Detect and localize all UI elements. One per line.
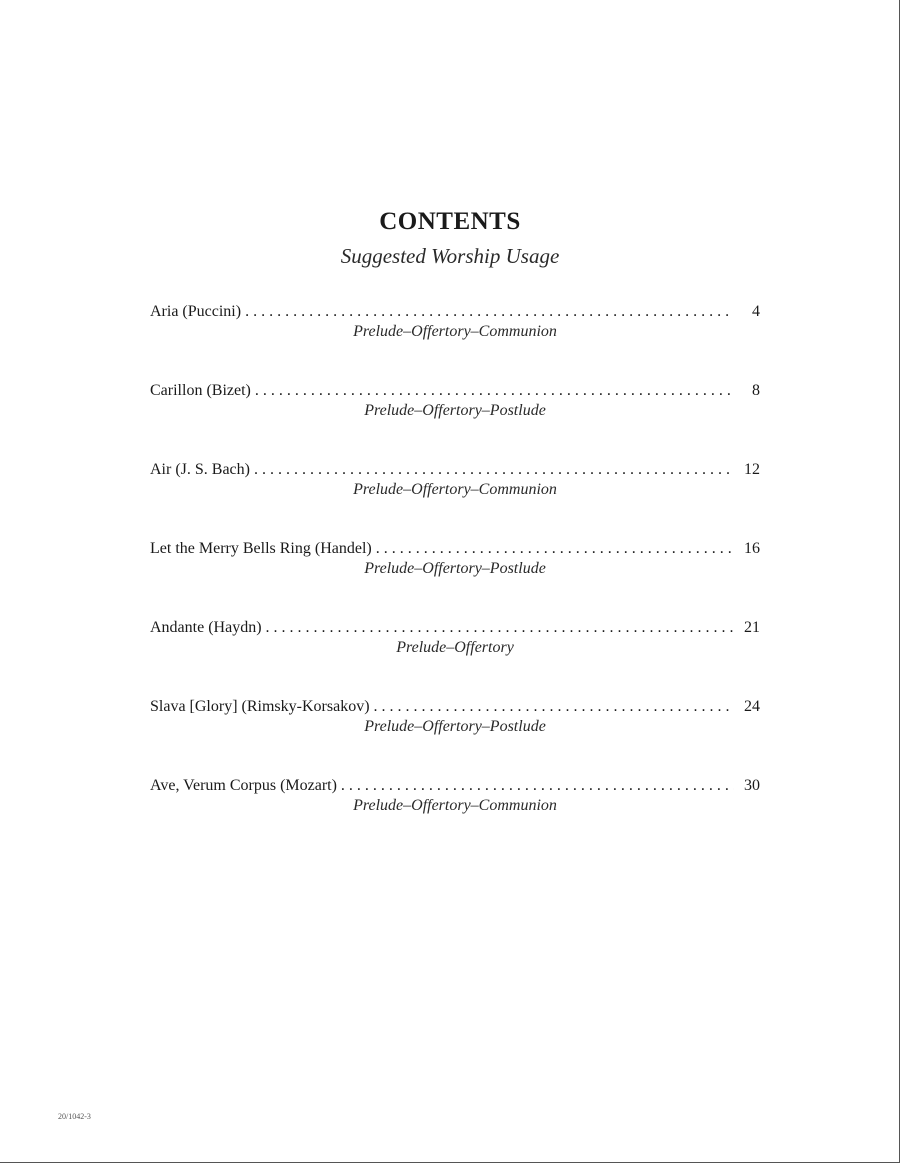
toc-page-number: 12 [744, 461, 760, 478]
toc-line [150, 776, 760, 796]
toc-worship-usage: Prelude–Offertory–Communion [353, 797, 557, 814]
toc-entry-ave-verum[interactable] [150, 776, 760, 855]
toc-page-number: 21 [744, 619, 760, 636]
toc-entry-andante[interactable] [150, 618, 760, 697]
toc-line [150, 381, 760, 401]
toc-entry-title: Aria (Puccini) [150, 303, 242, 320]
toc-line [150, 539, 760, 559]
toc-page-number: 8 [752, 382, 760, 399]
toc-entry-aria[interactable] [150, 302, 760, 381]
dot-leader [374, 697, 734, 717]
toc-entry-title: Ave, Verum Corpus (Mozart) [150, 777, 337, 794]
toc-entry-air[interactable] [150, 460, 760, 539]
toc-line [150, 618, 760, 638]
toc-entry-slava[interactable] [150, 697, 760, 776]
toc-entry-title: Andante (Haydn) [150, 619, 262, 636]
toc-page-number: 16 [744, 540, 760, 557]
dot-leader [341, 776, 734, 796]
toc-entry-title: Air (J. S. Bach) [150, 461, 250, 478]
toc-page-number: 24 [744, 698, 760, 715]
toc-worship-usage: Prelude–Offertory–Communion [353, 323, 557, 340]
toc-worship-usage: Prelude–Offertory–Postlude [364, 560, 546, 577]
table-of-contents [150, 302, 760, 855]
toc-line [150, 460, 760, 480]
toc-entry-title: Slava [Glory] (Rimsky-Korsakov) [150, 698, 370, 715]
dot-leader [245, 302, 734, 322]
toc-line [150, 302, 760, 322]
dot-leader [254, 460, 734, 480]
toc-entry-title: Carillon (Bizet) [150, 382, 251, 399]
toc-line [150, 697, 760, 717]
toc-worship-usage: Prelude–Offertory–Postlude [364, 718, 546, 735]
dot-leader [266, 618, 734, 638]
dot-leader [376, 539, 734, 559]
toc-entry-carillon[interactable] [150, 381, 760, 460]
page-title: CONTENTS [379, 208, 521, 235]
toc-page-number: 30 [744, 777, 760, 794]
toc-worship-usage: Prelude–Offertory–Communion [353, 481, 557, 498]
toc-worship-usage: Prelude–Offertory [396, 639, 514, 656]
toc-page-number: 4 [752, 303, 760, 320]
page-subtitle: Suggested Worship Usage [340, 244, 560, 268]
catalog-code: 20/1042-3 [58, 1112, 91, 1121]
toc-entry-merry-bells[interactable] [150, 539, 760, 618]
toc-entry-title: Let the Merry Bells Ring (Handel) [150, 540, 372, 557]
toc-worship-usage: Prelude–Offertory–Postlude [364, 402, 546, 419]
dot-leader [255, 381, 734, 401]
